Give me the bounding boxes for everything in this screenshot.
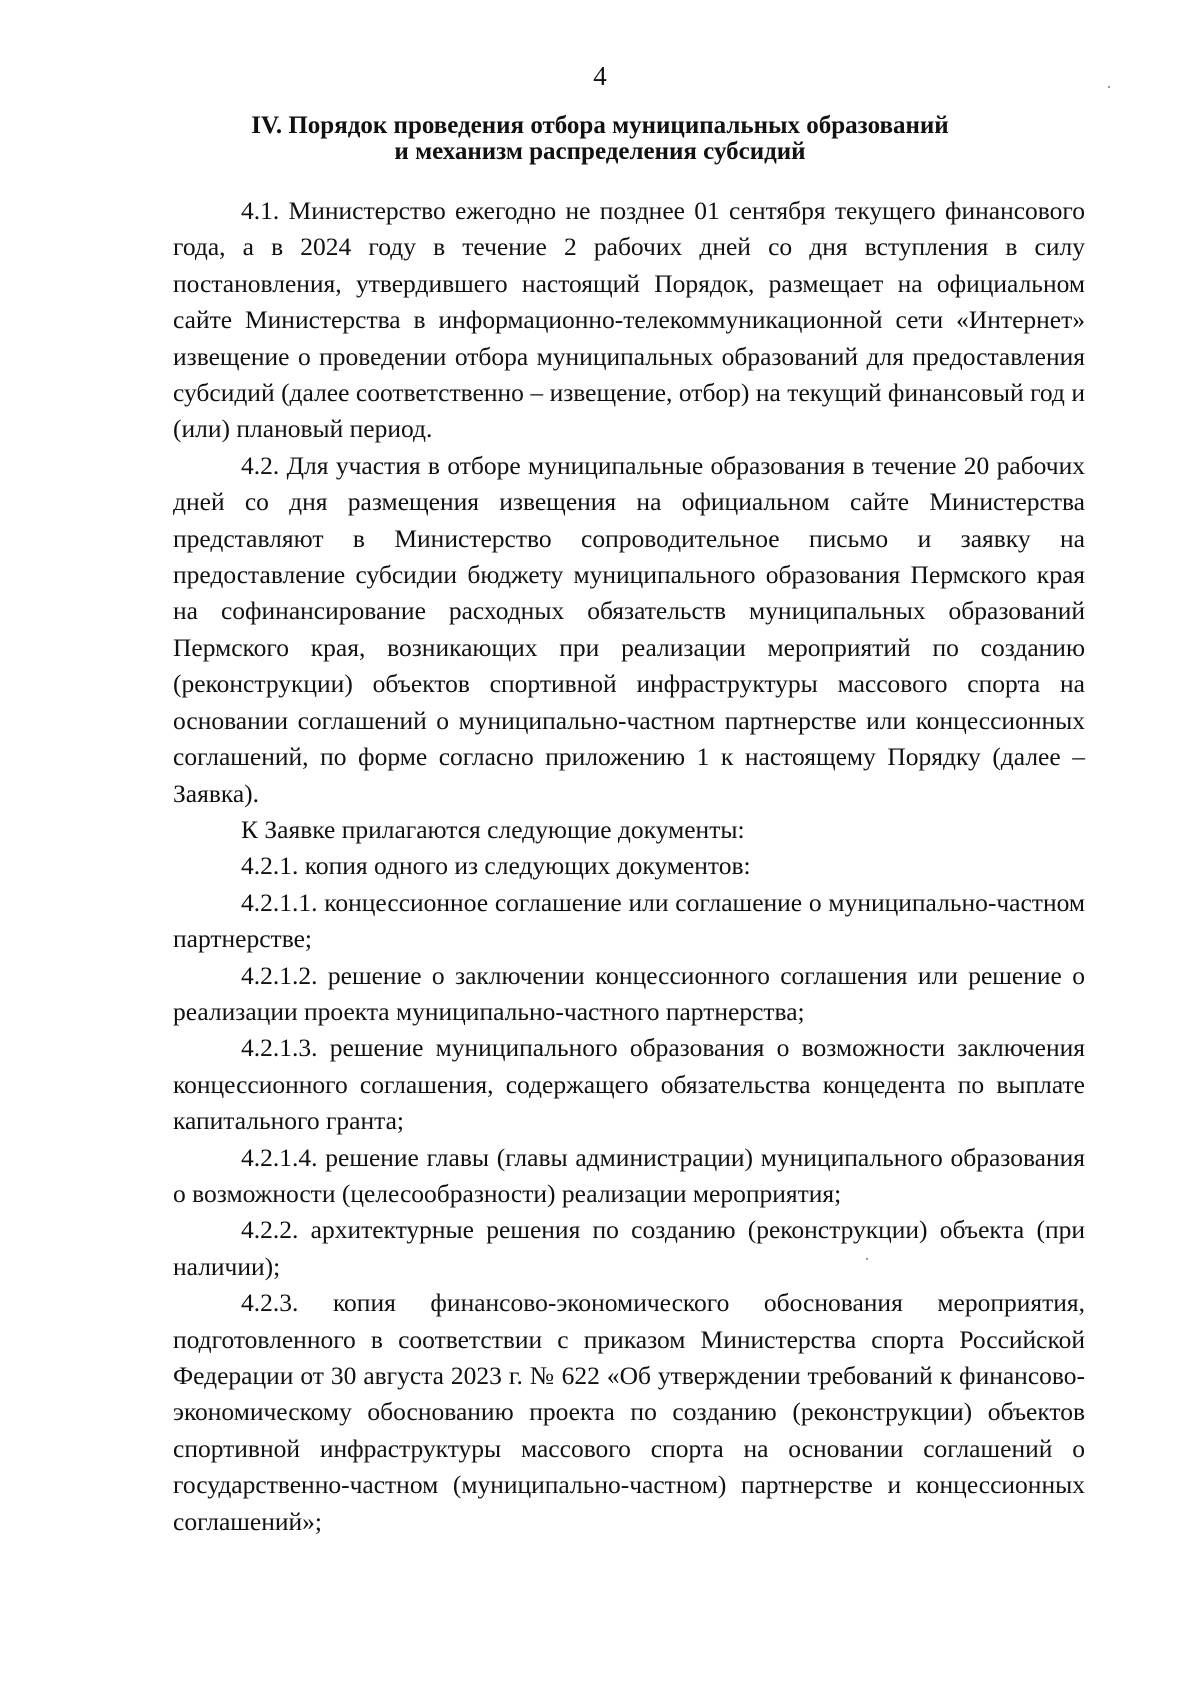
section-heading-line-1: IV. Порядок проведения отбора муниципальных образований	[251, 112, 949, 139]
document-body	[173, 193, 1085, 1540]
scan-speck	[866, 1258, 868, 1260]
paragraph-4-2-1-2: 4.2.1.2. решение о заключении концессионного соглашения или решение о реализации проекта муниципально-частного партнерства;	[173, 960, 1085, 1026]
paragraph-4-2-3: 4.2.3. копия финансово-экономического обоснования мероприятия, подготовленного в соответствии с приказом Министерства спорта Российской Федерации от 30 августа 2023 г. № 622 «Об утверждении требований к финансово-экономическому обоснованию проекта по созданию (реконструкции) объектов спортивной инфраструктуры массового спорта на основании соглашений о государственно-частном (муниципально-частном) партнерстве и концессионных соглашений»;	[173, 1288, 1085, 1536]
paragraph-4-2-1-4: 4.2.1.4. решение главы (главы администрации) муниципального образования о возможности (целесообразности) реализации мероприятия;	[173, 1142, 1085, 1208]
scan-speck	[1108, 86, 1110, 88]
paragraph-4-1: 4.1. Министерство ежегодно не позднее 01 сентября текущего финансового года, а в 2024 году в течение 2 рабочих дней со дня вступления в силу постановления, утвердившего настоящий Порядок, размещает на официальном сайте Министерства в информационно-телекоммуникационной сети «Интернет» извещение о проведении отбора муниципальных образований для предоставления субсидий (далее соответственно – извещение, отбор) на текущий финансовый год и (или) плановый период.	[173, 196, 1085, 444]
paragraph-4-2-1-1: 4.2.1.1. концессионное соглашение или соглашение о муниципально-частном партнерстве;	[173, 887, 1085, 954]
paragraph-attachments-intro: К Заявке прилагаются следующие документы:	[241, 814, 745, 844]
section-heading	[160, 113, 1040, 165]
paragraph-4-2-2: 4.2.2. архитектурные решения по созданию (реконструкции) объекта (при наличии);	[173, 1215, 1085, 1281]
paragraph-4-2-1-3: 4.2.1.3. решение муниципального образования о возможности заключения концессионного соглашения, содержащего обязательства концедента по выплате капитального гранта;	[173, 1033, 1085, 1136]
paragraph-4-2-1: 4.2.1. копия одного из следующих документов:	[241, 851, 751, 881]
page-number: 4	[593, 61, 607, 91]
paragraph-4-2: 4.2. Для участия в отборе муниципальные образования в течение 20 рабочих дней со дня размещения извещения на официальном сайте Министерства представляют в Министерство сопроводительное письмо и заявку на предоставление субсидии бюджету муниципального образования Пермского края на софинансирование расходных обязательств муниципальных образований Пермского края, возникающих при реализации мероприятий по созданию (реконструкции) объектов спортивной инфраструктуры массового спорта на основании соглашений о муниципально-частном партнерстве или концессионных соглашений, по форме согласно приложению 1 к настоящему Порядку (далее – Заявка).	[173, 450, 1085, 808]
section-heading-line-2: и механизм распределения субсидий	[394, 138, 806, 165]
